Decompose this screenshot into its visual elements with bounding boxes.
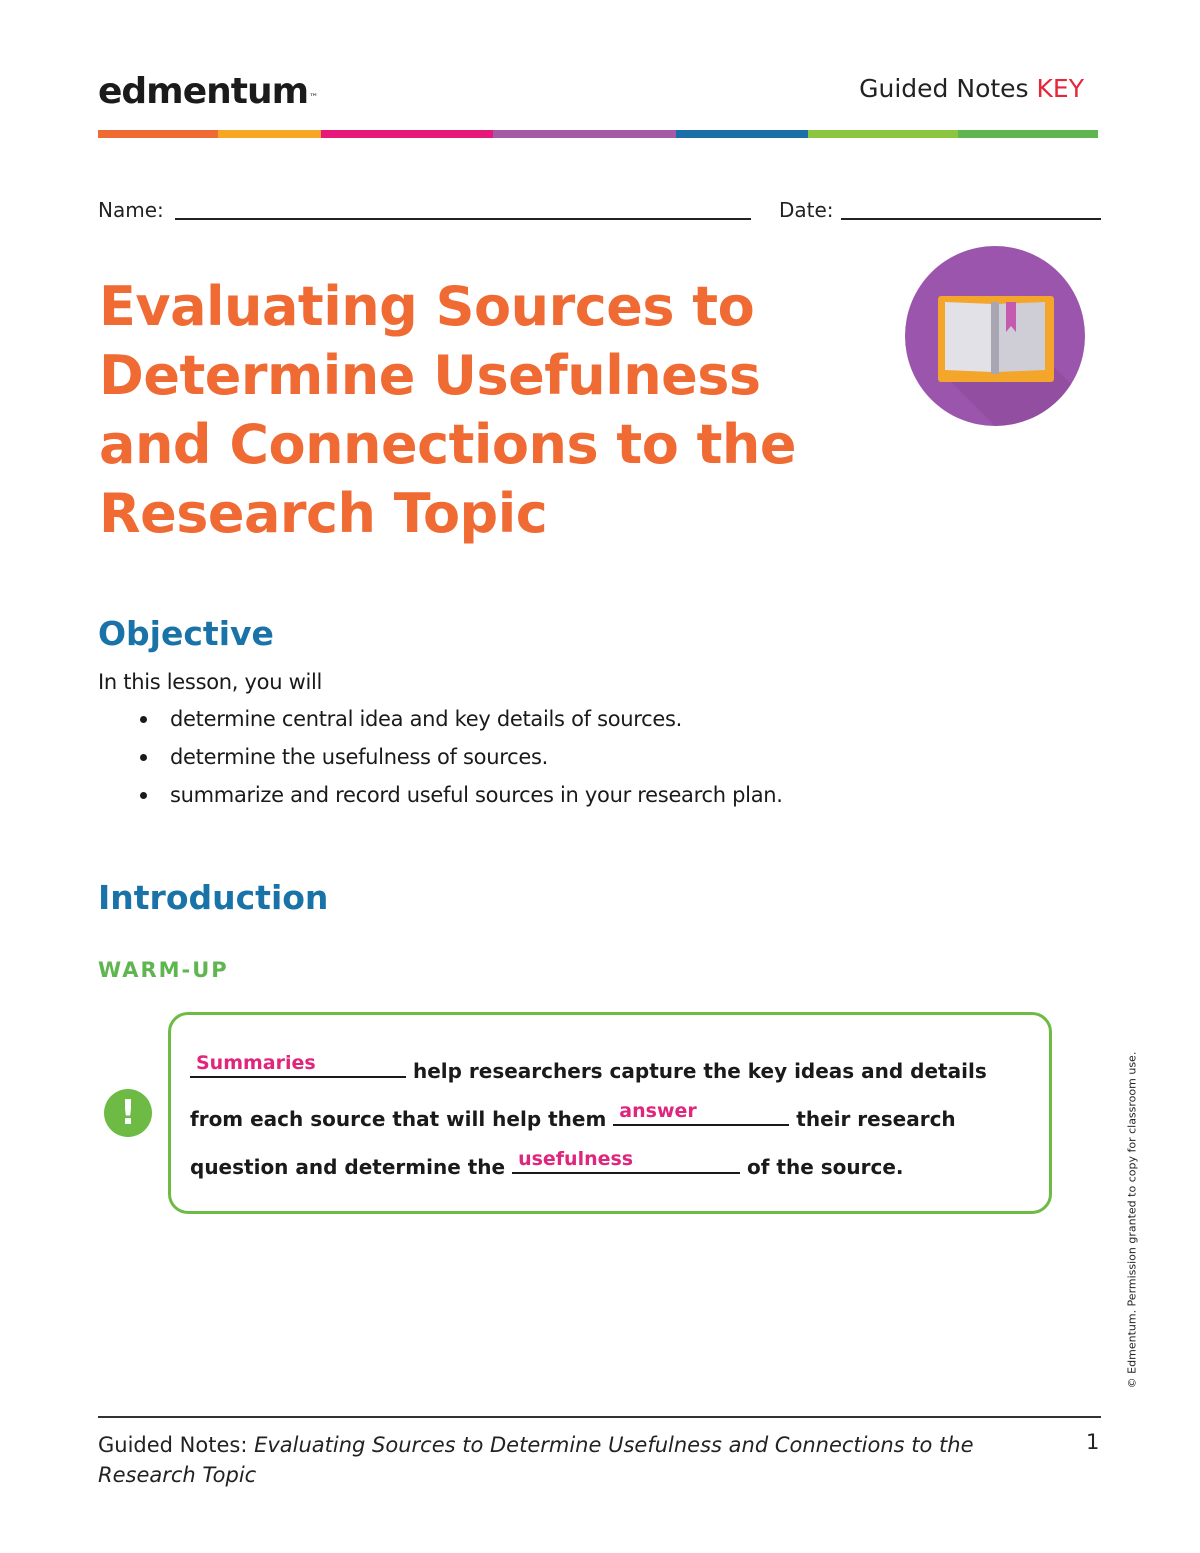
list-item: determine the usefulness of sources. (140, 742, 783, 780)
date-field[interactable] (841, 218, 1101, 220)
colorbar-segment (676, 130, 808, 138)
colorbar-segment (493, 130, 676, 138)
book-icon (905, 246, 1085, 426)
footer-divider (98, 1416, 1101, 1418)
warmup-heading: WARM-UP (98, 958, 229, 982)
colorbar-segment (321, 130, 493, 138)
answer-blank[interactable] (190, 1052, 406, 1078)
answer-blank[interactable] (613, 1100, 789, 1126)
copyright-note: © Edmentum. Permission granted to copy for classroom use. (1125, 1051, 1139, 1389)
alert-icon: ! (104, 1089, 152, 1137)
list-item: summarize and record useful sources in your research plan. (140, 780, 783, 818)
name-label: Name: (98, 198, 164, 222)
answer-text: Summaries (196, 1052, 316, 1074)
page-title: Evaluating Sources to Determine Usefulness and Connections to the Research Topic (99, 275, 796, 545)
colorbar-segment (808, 130, 958, 138)
warmup-text: help researchers capture the key ideas and details (412, 1059, 987, 1083)
warmup-text: question and determine the (190, 1155, 506, 1179)
page-number: 1 (1086, 1430, 1100, 1454)
list-item: determine central idea and key details of sources. (140, 704, 783, 742)
guided-notes-label: Guided Notes KEY (859, 74, 1084, 103)
answer-text: answer (619, 1100, 697, 1122)
date-label: Date: (779, 198, 834, 222)
name-field[interactable] (175, 218, 751, 220)
answer-text: usefulness (518, 1148, 634, 1170)
header-colorbar (98, 130, 1098, 138)
footer-title: Guided Notes: Evaluating Sources to Determine Usefulness and Connections to the Research Topic (98, 1433, 974, 1487)
objective-heading: Objective (98, 614, 274, 653)
colorbar-segment (98, 130, 218, 138)
warmup-line-1 (190, 1052, 987, 1083)
edmentum-logo: edmentum™ (98, 71, 318, 112)
key-label: KEY (1036, 74, 1084, 103)
warmup-line-2 (190, 1100, 956, 1131)
warmup-text: from each source that will help them (190, 1107, 607, 1131)
answer-blank[interactable] (512, 1148, 740, 1174)
warmup-text: their research (796, 1107, 956, 1131)
warmup-text: of the source. (747, 1155, 904, 1179)
introduction-heading: Introduction (98, 878, 329, 917)
objective-intro: In this lesson, you will (98, 670, 323, 694)
objective-list (140, 704, 783, 818)
colorbar-segment (218, 130, 321, 138)
colorbar-segment (958, 130, 1098, 138)
warmup-line-3 (190, 1148, 904, 1179)
